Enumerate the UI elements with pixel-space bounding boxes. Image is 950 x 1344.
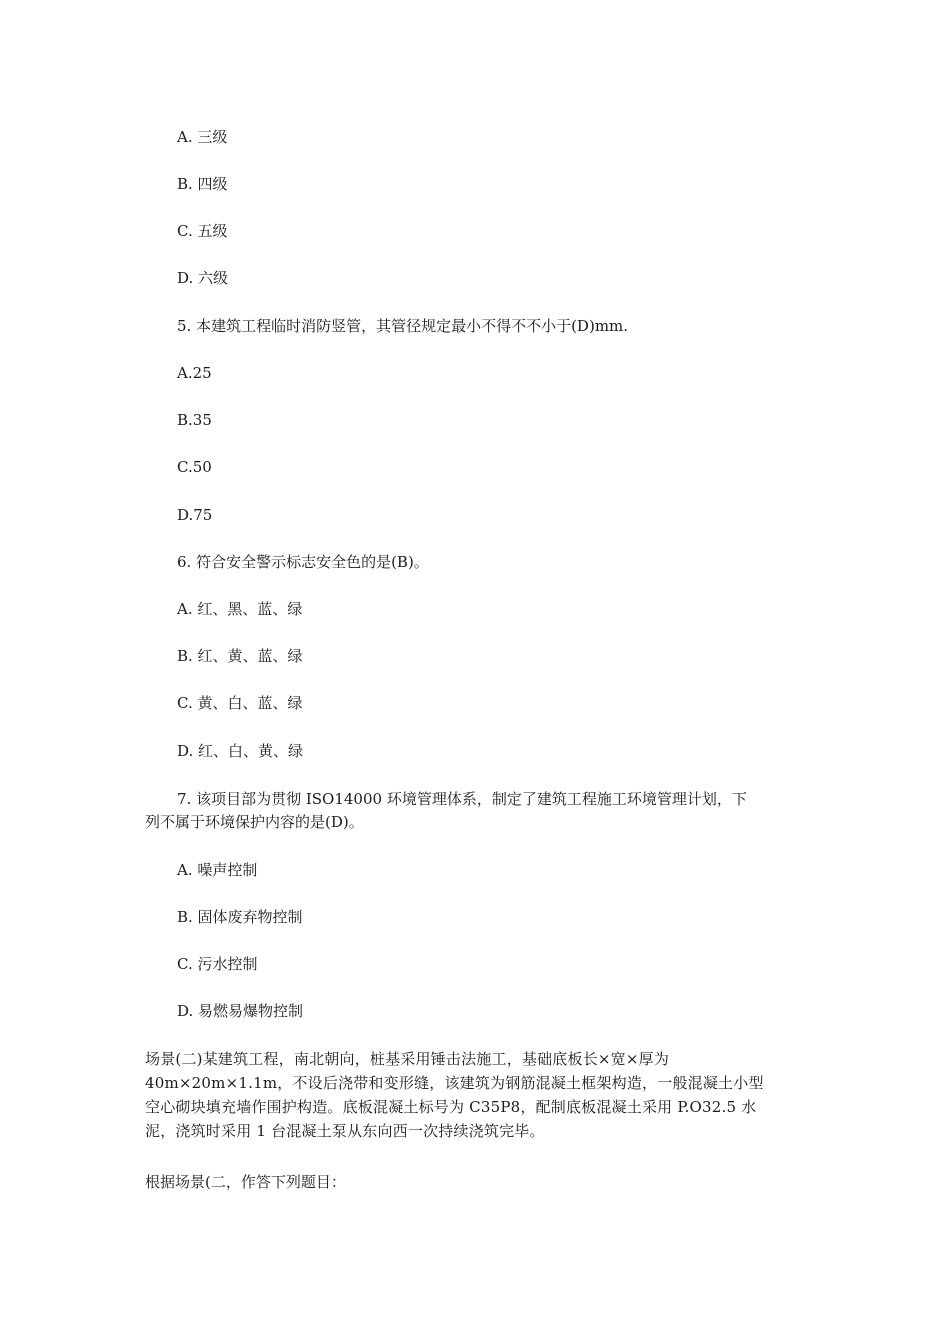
option-q5-a: A.25 [177,364,212,382]
option-q7-c: C. 污水控制 [177,955,258,973]
option-q6-b: B. 红、黄、蓝、绿 [177,647,303,665]
option-q7-d: D. 易燃易爆物控制 [177,1002,304,1020]
scenario-line-1: 场景(二)某建筑工程，南北朝向，桩基采用锤击法施工，基础底板长×宽×厚为 [145,1050,670,1068]
question-5: 5. 本建筑工程临时消防竖管，其管径规定最小不得不不小于(D)mm. [177,317,629,335]
option-q4-a: A. 三级 [177,128,228,146]
question-7-line1: 7. 该项目部为贯彻 ISO14000 环境管理体系，制定了建筑工程施工环境管理计划，下 [177,790,747,808]
option-q4-b: B. 四级 [177,175,228,193]
option-q5-c: C.50 [177,458,212,476]
option-q6-d: D. 红、白、黄、绿 [177,742,304,760]
option-q4-c: C. 五级 [177,222,228,240]
option-q6-a: A. 红、黑、蓝、绿 [177,600,303,618]
scenario-paragraph [145,1047,805,1143]
option-q7-a: A. 噪声控制 [177,861,258,879]
option-q5-d: D.75 [177,506,213,524]
option-q6-c: C. 黄、白、蓝、绿 [177,694,303,712]
question-6: 6. 符合安全警示标志安全色的是(B)。 [177,553,429,571]
scenario-line-2: 40m×20m×1.1m，不设后浇带和变形缝，该建筑为钢筋混凝土框架构造，一般混凝土小型 [145,1074,764,1092]
question-7-line2: 列不属于环境保护内容的是(D)。 [145,813,364,831]
option-q5-b: B.35 [177,411,212,429]
scenario-line-3: 空心砌块填充墙作围护构造。底板混凝土标号为 C35P8，配制底板混凝土采用 P.O32.5 水 [145,1098,757,1116]
option-q7-b: B. 固体废弃物控制 [177,908,303,926]
scenario-line-4: 泥，浇筑时采用 1 台混凝土泵从东向西一次持续浇筑完毕。 [145,1122,545,1140]
instruction-text: 根据场景(二，作答下列题目： [145,1173,346,1191]
option-q4-d: D. 六级 [177,269,229,287]
